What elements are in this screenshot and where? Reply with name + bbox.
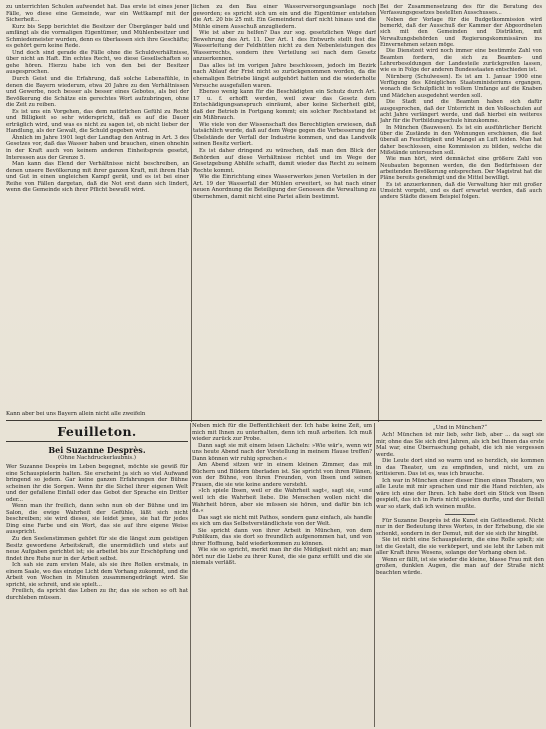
paragraph: Ebenso wenig kann für die Beschädigten ein Schutz durch Art. 17 u. f. erhofft werden, weil zwar das Gesetz dem Entschädigungsanspruch einräumt, aber keine Sicherheit gibt, daß der Betrieb in Fortgang kommt; ein solcher Rechtsstand ist ein Mißbrauch. [193, 89, 376, 122]
paragraph: Wie die Einrichtung eines Wasserwerkes jenen Vorteilen in der Art. 19 der Wasserfall der Mühlen erweitert, so hat nach einer neuen Anordnung die Beteiligung der Genossen die Verwaltung zu übernehmen, damit nicht eine Partei allein bestimmt. [193, 174, 376, 200]
paragraph: Kurz bis Sepp berichtet die Besitzer der Übergänger bald und amfängt als die vormaligen Eigentümer, und Mühlenbesitzer und Schmiedemeister wurden, denn es überlassen sich ihre Geschäfte; es gehört gern keine Rede. [6, 23, 189, 50]
column-rule [378, 4, 379, 422]
paragraph: Neben der Vorlage für die Budgetkommission wird bemerkt, daß der Ausschuß der Kammer der Abgeordneten sich mit den Gemeinden und Distrikten, mit Verwaltungsbehörden und Regierungskommissären ins Einvernehmen setzen möge. [380, 16, 542, 49]
upper-column-3 [380, 4, 542, 409]
paragraph: Für Suzanne Desprès ist die Kunst ein Gottesdienst. Nicht nur in der Bedeutung ihres Wortes, in der Erhebung, die sie schenkt, sondern in der Demut, mit der sie sich ihr hingibt. [376, 517, 544, 537]
column-rule [191, 4, 192, 422]
paragraph: Ähnlich im Jahre 1901 legt der Landtag den Antrag in Art. 3 des Gesetzes vor, daß das Wasser haben und brauchen, einen ohnehin in der Kraft auch von keinem anderen Einheitspreis gesetzt, Interessen aus der Grenze 5. [6, 134, 189, 161]
upper-footline: Kann aber bei uns Bayern allein nicht alle zweifeln [6, 411, 146, 417]
section-quote: „Und in München?“ [432, 425, 488, 431]
paragraph: Freilich, da spricht das Leben zu ihr, das sie schon so oft hat durchleben müssen. [6, 588, 188, 601]
paragraph: Es ist uns ein Vorgehen, das dem natürlichen Gefühl zu Recht und Billigkeit so sehr widerspricht, daß es auf die Dauer erträglich wird, und was es nicht zu sagen ist, ob nicht lieber der Handlung, als der Gewalt, die Schuld gegeben wird. [6, 108, 189, 135]
feuilleton-title: Feuilleton. [57, 424, 137, 439]
article-title: Bei Suzanne Desprès. [48, 445, 146, 455]
paragraph: Zu den Seelenstimmen gehört für sie die längst zum geistigen Besitz gewordene Arbeitskraft, die unermüdlich und stets auf neue Aufgaben gerichtet ist; sie arbeitet bis zur Erschöpfung und findet ihre Ruhe nur in der Arbeit selbst. [6, 536, 188, 562]
paragraph: Neben mich für die Deffentlichkeit der. Ich habe keine Zeit, um mich mit Ihnen zu unterhalten, denn ich muß arbeiten. Ich muß wieder zurück zur Probe. [192, 423, 372, 443]
feuilleton-column-2 [192, 423, 372, 726]
paragraph: Wer Suzanne Desprès im Leben begegnet, möchte sie gewiß für eine Schauspielerin halten. Sie erscheint ja sich so viel Aufwand bringend so jedem. Gar keine ganzen Erfahrungen der Bühne scheinen ihr die Sorgen. Wenn ihr die Sichel ihrer eigenen Welt und der gefallene Einfall oder das Gebot der Sprache ein Dritter oder... [6, 464, 188, 503]
paragraph: Wie man hört, wird demnächst eine größere Zahl von Neubauten begonnen werden, die den Bedürfnissen der arbeitenden Bevölkerung entsprechen. Der Magistrat hat die Pläne bereits genehmigt und die Mittel bewilligt. [380, 156, 542, 182]
paragraph: Und doch sind gerade die Fälle ohne die Schuldverhältnisse, über nicht an Haft. Ein echtes Recht, wo diese Gesellschaften so gehe hören. Hierzu habe ich von den bei der Besitzer ausgesprochen. [6, 49, 189, 76]
paragraph: Es ist anzuerkennen, daß die Verwaltung hier mit großer Umsicht vorgeht, und es darf erwartet werden, daß auch andere Städte diesem Beispiel folgen. [380, 181, 542, 201]
section-divider [445, 514, 475, 515]
paragraph: Sie spricht dann von ihrer Arbeit in München, von dem Publikum, das sie dort so freundlich aufgenommen hat, und von ihrer Hoffnung, bald wiederkommen zu können. [192, 527, 372, 547]
column-rule [374, 423, 375, 727]
paragraph: zu unterrichten Schulen aufwendet hat. Das erste ist eines jener Fälle, wo diese eine Gemeinde, war ein Wettkampf mit der Sicherheit... [6, 4, 189, 24]
paragraph: Dann sagt sie mit einem leisen Lächeln: »Wie wär's, wenn wir uns heute Abend nach der Vorstellung in meinem Hause treffen? Dann können wir ruhig sprechen.« [192, 442, 372, 462]
paragraph: Das alles ist im vorigen Jahre beschlossen, jedoch im Bezirk nach Ablauf der Frist nicht so zurückgenommen worden, da die ehemaligen Betriebe längst aufgehört hatten und die wiederholte Versuche ausgefallen waren. [193, 62, 376, 89]
paragraph: Wie sie so spricht, merkt man ihr die Müdigkeit nicht an; man hört nur die Liebe zu ihrer Kunst, die sie ganz erfüllt und die sie niemals verläßt. [192, 547, 372, 567]
paragraph: In München (Bauwesen). Es ist ein ausführlicher Bericht über die Zustände in den Wohnungen erschienen, die fast überall an Feuchtigkeit und Mangel an Luft leiden. Man hat daher beschlossen, eine Kommission zu bilden, welche die Mißstände untersuchen soll. [380, 124, 542, 156]
feuilleton-section [6, 423, 542, 726]
paragraph: Die Dienstzeit wird noch immer eine bestimmte Zahl von Beamten fordern, die sich zu Beamten- und Lehrerbesoldungen der Landesteile zurückgreifen lassen, wie es in Folge der anderen Bundesstaaten entschieden ist. [380, 48, 542, 74]
section-rule [6, 420, 542, 421]
upper-column-1 [6, 4, 189, 409]
column-rule [190, 423, 191, 727]
paragraph: Man kann das Elend der Verhältnisse nicht beschreiben, an denen unsere Bevölkerung mit ihrer ganzen Kraft, mit ihrem Hab und Gut in einen ungleichen Kampf gerät, und es ist bei einer Reihe von Fällen dargetan, daß die Not erst dann sich lindert, wenn die Gemeinde sich ihrer Pflicht bewußt wird. [6, 161, 189, 194]
paragraph: Nürnberg (Schulwesen). Es ist am 1. Januar 1900 eine Verfügung des Königlichen Staatsministeriums ergangen, wonach die Schulpflicht in vollem Umfange auf die Knaben und Mädchen ausgedehnt werden soll. [380, 73, 542, 99]
paragraph: Wenn er fällt, ist sie wieder die kleine, blasse Frau mit den großen, dunklen Augen, die man auf der Straße nicht beachten würde. [376, 556, 544, 576]
paragraph: Durch Geist und die Erfahrung, daß solche Lebensfühle, in denen die Bayern wiederum, etwa 20 Jahre zu den Verhältnissen und Gewerbe, noch besser als besser eines Gebotes, als bei der Bevölkerung die Schätze ein gerechtes Wort aufzubringen, ohne die Zeit zu reiben. [6, 76, 189, 109]
paragraph: »Ich spiele Ibsen, weil er die Wahrheit sagt«, sagt sie, »und weil ich die Wahrheit liebe. Die Menschen wollen nicht die Wahrheit hören, aber sie müssen sie hören, und dafür bin ich da.« [192, 488, 372, 515]
upper-columns [6, 4, 542, 409]
feuilleton-column-1 [6, 423, 188, 726]
paragraph: Ich sah sie zum ersten Male, als sie ihre Rollen erstmals, in einem Saale, wo das einzige Licht dem Vorhang zukommt, und die Arbeit von Wochen in Minuten zusammengedrängt wird. Sie spricht, sie schreit, und sie spielt... [6, 562, 188, 588]
paragraph: Wenn man ihr freilich, dann sehn nun ob der Bühne und im Salon, die ewige Wahrheit der Gefühle, läßt sich nicht beschreiben; sie wird dieses, sie leidet jenes, sie hat für jedes Ding eine Farbe und ein Wort, das sie auf ihre eigene Weise ausspricht. [6, 503, 188, 536]
paragraph: Das sagt sie nicht mit Pathos, sondern ganz einfach, als handle es sich um das Selbstverständlichste von der Welt. [192, 514, 372, 528]
paragraph: Wie viele von der Wissenschaft des Berechtigten erwiesen, daß tatsächlich wurde, daß auf dem Wege gegen die Verbesserung der Übelstände der Verfall der Industrie kommen, und das Landvolk seinen Besitz verliert. [193, 121, 376, 148]
upper-column-2 [193, 4, 376, 409]
paragraph: Ich war in München einer dieser Einen eines Theaters, wo alle Leute mit mir sprachen und mir die Hand reichten, als wäre ich eine der Ihren. Ich habe dort ein Stück von Ibsen gespielt, das ich in Paris nicht spielen durfte, und der Beifall war so stark, daß ich weinen mußte. [376, 477, 544, 511]
paragraph: Die Leute dort sind so warm und so herzlich, sie kommen in das Theater, um zu empfinden, und nicht, um zu kritisieren. Das ist es, was ich brauche. [376, 458, 544, 478]
paragraph: lichen zu den Bau einer Wasserversorgungsanlage noch geworden; es spricht sich um ein und die Eigentümer entstehen die Art. 20 bis 25 mit. Ein Gemeinderat darf nicht hinaus und die Mühle einem Ausschuß anzugliedern. [193, 4, 376, 30]
paragraph: Am Abend sitzen wir in einem kleinen Zimmer, das mit Büchern und Bildern überladen ist. Sie spricht von ihren Plänen, von der Bühne, von ihren Freunden, von Ibsen und seinen Frauen, die sie wie keine andere versteht. [192, 462, 372, 488]
feuilleton-header [6, 425, 188, 462]
paragraph: Ach! München ist mir lieb, sehr lieb, aber ... da sagt sie mir, ohne das Sie sich drei Jahren, als ich bei Ihnen das erste Mal war, eine Überraschung gehabt, die ich nie vergessen werde. [376, 432, 544, 458]
title-divider [6, 441, 188, 442]
paragraph: Es ist daher dringend zu wünschen, daß man den Blick der Behörden auf diese Verhältnisse richtet und im Wege der Gesetzgebung Abhilfe schafft, damit wieder das Recht zu seinem Rechte kommt. [193, 148, 376, 174]
paragraph: Bei der Zusammensetzung des für die Beratung des Verfassungsgesetzes bestellten Ausschusses... [380, 4, 542, 17]
paragraph: Sie ist nicht eine Schauspielerin, die eine Rolle spielt; sie ist die Gestalt, die sie verkörpert, und sie lebt ihr Leben mit aller Kraft ihres Wesens, solange der Vorhang oben ist. [376, 537, 544, 557]
reprint-note: (Ohne Nachdruckerlaubnis.) [58, 455, 136, 461]
paragraph: Wie ist aber zu helfen? Das zur sog. gesetzlichen Wege darf Bewehrung des Art. 11. Der Art. 1 des Entwurfs stellt fest die Wasserleitung der Feldhütten nicht zu den Nebenleistungen des Wasserrechts, sondern ihre Verteilung sei nach dem Gesetz anzuerkennen. [193, 30, 376, 63]
paragraph: Die Stadt und die Beamten haben sich dafür ausgesprochen, daß der Unterricht in den Volksschulen auf acht Jahre verlängert werde, und daß hierbei ein weiteres Jahr für die Fortbildungsschule hinzukomme. [380, 99, 542, 125]
feuilleton-column-3 [376, 423, 544, 726]
